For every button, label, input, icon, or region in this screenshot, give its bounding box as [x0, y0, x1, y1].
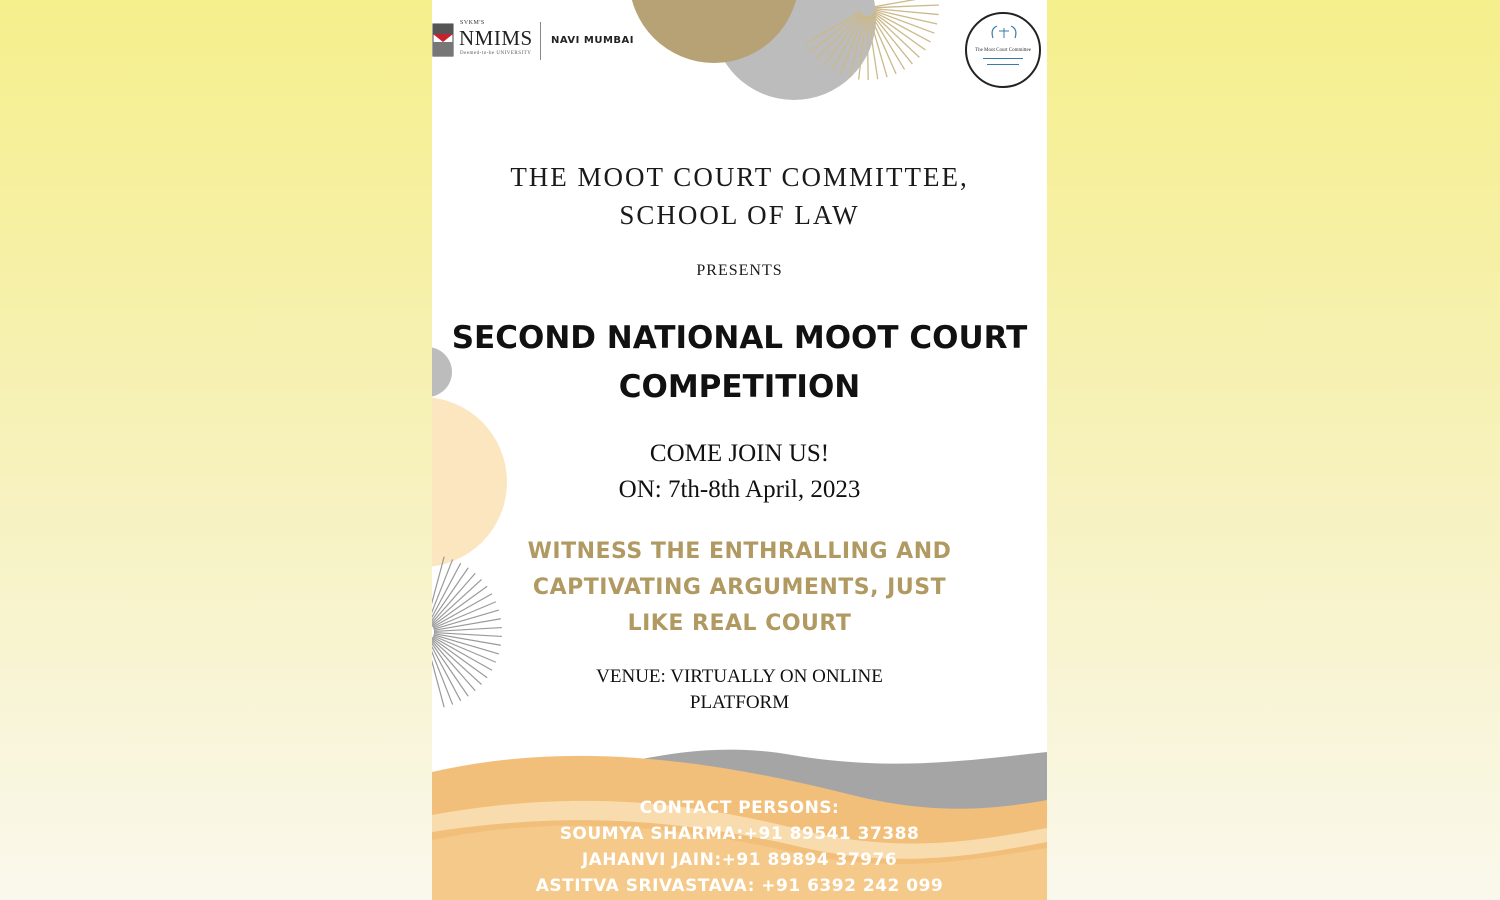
contact-person: JAHANVI JAIN:+91 89894 37976	[581, 850, 898, 870]
venue-line-2: PLATFORM	[689, 692, 790, 713]
event-poster	[432, 0, 1047, 900]
organizer-line-1: THE MOOT COURT COMMITTEE,	[510, 162, 969, 192]
nmims-small-text: SVKM'S	[460, 20, 485, 26]
tagline	[432, 534, 1047, 642]
nmims-wordmark: NMIMS	[459, 26, 533, 50]
organizer-line-2: SCHOOL OF LAW	[619, 200, 860, 230]
join-and-date	[432, 436, 1047, 508]
scales-of-justice-icon	[989, 24, 1019, 46]
venue-info	[432, 664, 1047, 716]
headline-line-1: SECOND NATIONAL MOOT COURT	[451, 320, 1028, 356]
presents-label: PRESENTS	[696, 262, 783, 279]
event-headline	[432, 314, 1047, 412]
venue-line-1: VENUE: VIRTUALLY ON ONLINE	[596, 666, 883, 687]
logo-divider	[540, 22, 541, 60]
badge-line	[987, 64, 1019, 65]
organizer-title	[432, 158, 1047, 234]
join-text: COME JOIN US!	[649, 440, 830, 467]
contact-person: SOUMYA SHARMA:+91 89541 37388	[559, 824, 920, 844]
contact-persons	[432, 795, 1047, 899]
contact-heading: CONTACT PERSONS:	[639, 798, 840, 818]
nmims-university-text: Deemed-to-be UNIVERSITY	[460, 51, 532, 56]
headline-line-2: COMPETITION	[618, 369, 861, 405]
event-date: ON: 7th-8th April, 2023	[618, 476, 861, 503]
moot-court-committee-badge	[965, 12, 1041, 88]
nmims-emblem-icon	[432, 22, 456, 58]
contact-person: ASTITVA SRIVASTAVA: +91 6392 242 099	[535, 876, 944, 896]
tagline-line-2: CAPTIVATING ARGUMENTS, JUST	[532, 575, 947, 600]
tagline-line-3: LIKE REAL COURT	[627, 611, 852, 636]
badge-text: The Moot Court Committee	[975, 48, 1031, 53]
campus-label: NAVI MUMBAI	[551, 35, 634, 46]
badge-line	[983, 58, 1023, 59]
tagline-line-1: WITNESS THE ENTHRALLING AND	[527, 539, 952, 564]
